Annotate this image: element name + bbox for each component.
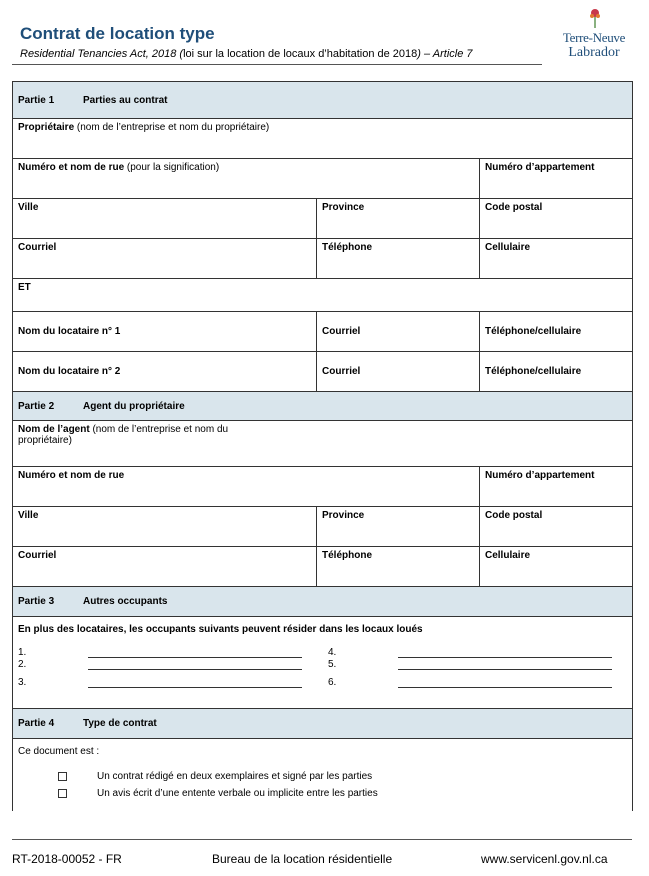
occupant-line xyxy=(88,660,302,670)
part2-title: Agent du propriétaire xyxy=(83,400,185,412)
subtitle-act: Residential Tenancies Act, 2018 ( xyxy=(20,48,184,60)
occupant-number: 4. xyxy=(328,647,337,658)
part4-number: Partie 4 xyxy=(18,718,55,729)
agent-cell-field[interactable]: Cellulaire xyxy=(480,547,633,587)
government-logo xyxy=(554,8,634,63)
footer-divider xyxy=(12,839,632,840)
landlord-phone-field[interactable]: Téléphone xyxy=(317,239,480,279)
agent-phone-field[interactable]: Téléphone xyxy=(317,547,480,587)
contract-type-section xyxy=(13,739,633,811)
part2-number: Partie 2 xyxy=(18,400,55,412)
tenant1-phone-field[interactable]: Téléphone/cellulaire xyxy=(480,312,633,352)
tenant1-email-field[interactable]: Courriel xyxy=(317,312,480,352)
office-name: Bureau de la location résidentielle xyxy=(212,852,393,866)
part4-header xyxy=(13,709,633,739)
subtitle-loi: loi sur la location de locaux d’habitation de 2018 xyxy=(183,48,418,60)
occupant-field-5[interactable] xyxy=(328,659,612,670)
occupant-number: 5. xyxy=(328,659,337,670)
agent-note: (nom de l’entreprise et nom du propriétaire) xyxy=(18,424,229,446)
occupant-number: 2. xyxy=(18,659,27,670)
agent-label: Nom de l’agent xyxy=(18,424,90,435)
part4-title: Type de contrat xyxy=(83,718,157,729)
part3-title: Autres occupants xyxy=(83,596,168,607)
agent-city-field[interactable]: Ville xyxy=(13,507,317,547)
part3-header xyxy=(13,587,633,617)
agent-email-field[interactable]: Courriel xyxy=(13,547,317,587)
landlord-city-field[interactable]: Ville xyxy=(13,199,317,239)
agent-name-field[interactable] xyxy=(13,421,633,467)
occupant-line xyxy=(398,660,612,670)
document-title: Contrat de location type xyxy=(20,24,215,43)
occupant-number: 6. xyxy=(328,677,337,688)
landlord-apartment-field[interactable]: Numéro d’appartement xyxy=(480,159,633,199)
street-label: Numéro et nom de rue xyxy=(18,162,125,173)
agent-province-field[interactable]: Province xyxy=(317,507,480,547)
occupant-field-6[interactable] xyxy=(328,677,612,688)
logo-line-terre-neuve: Terre-Neuve xyxy=(562,30,626,45)
option-verbal-label: Un avis écrit d’une entente verbale ou implicite entre les parties xyxy=(97,788,378,799)
occupant-field-3[interactable] xyxy=(18,677,302,688)
tenant1-name-field[interactable]: Nom du locataire n° 1 xyxy=(13,312,317,352)
agent-postal-code-field[interactable]: Code postal xyxy=(480,507,633,547)
logo-line-labrador: Labrador xyxy=(568,45,620,60)
landlord-name-field[interactable] xyxy=(13,119,633,159)
occupant-field-4[interactable] xyxy=(328,647,612,658)
contract-type-intro: Ce document est : xyxy=(18,746,100,757)
checkbox-verbal-agreement[interactable] xyxy=(58,789,67,798)
landlord-note: (nom de l’entreprise et nom du propriétaire) xyxy=(74,122,270,133)
landlord-cell-field[interactable]: Cellulaire xyxy=(480,239,633,279)
lease-form-table xyxy=(12,81,633,811)
website-link[interactable]: www.servicenl.gov.nl.ca xyxy=(481,852,608,866)
occupant-line xyxy=(88,678,302,688)
part1-title: Parties au contrat xyxy=(83,94,168,106)
contract-option-written[interactable] xyxy=(58,771,627,782)
occupants-grid xyxy=(18,647,627,699)
other-occupants-section xyxy=(13,617,633,709)
part1-number: Partie 1 xyxy=(18,94,55,106)
occupant-line xyxy=(398,678,612,688)
occupant-line xyxy=(88,648,302,658)
landlord-postal-code-field[interactable]: Code postal xyxy=(480,199,633,239)
part1-header xyxy=(13,82,633,119)
occupant-number: 1. xyxy=(18,647,27,658)
occupant-field-2[interactable] xyxy=(18,659,302,670)
tenant2-phone-field[interactable]: Téléphone/cellulaire xyxy=(480,352,633,392)
landlord-street-field[interactable] xyxy=(13,159,480,199)
subtitle-article: ) – Article 7 xyxy=(417,48,473,60)
document-subtitle xyxy=(20,48,473,60)
pitcher-plant-icon xyxy=(588,8,602,28)
tenant2-name-field[interactable]: Nom du locataire n° 2 xyxy=(13,352,317,392)
form-code: RT-2018-00052 - FR xyxy=(12,852,122,866)
street-note: (pour la signification) xyxy=(124,162,220,173)
landlord-label: Propriétaire xyxy=(18,122,75,133)
tenant2-email-field[interactable]: Courriel xyxy=(317,352,480,392)
part2-header xyxy=(13,392,633,421)
checkbox-written-contract[interactable] xyxy=(58,772,67,781)
part3-number: Partie 3 xyxy=(18,596,55,607)
landlord-email-field[interactable]: Courriel xyxy=(13,239,317,279)
agent-apartment-field[interactable]: Numéro d’appartement xyxy=(480,467,633,507)
agent-street-field[interactable]: Numéro et nom de rue xyxy=(13,467,480,507)
occupant-number: 3. xyxy=(18,677,27,688)
occupant-field-1[interactable] xyxy=(18,647,302,658)
occupant-line xyxy=(398,648,612,658)
option-written-label: Un contrat rédigé en deux exemplaires et signé par les parties xyxy=(97,771,373,782)
contract-option-verbal[interactable] xyxy=(58,788,627,799)
landlord-province-field[interactable]: Province xyxy=(317,199,480,239)
and-separator: ET xyxy=(13,279,633,312)
occupants-intro: En plus des locataires, les occupants suivants peuvent résider dans les locaux loués xyxy=(18,624,423,635)
header-divider xyxy=(12,64,542,65)
